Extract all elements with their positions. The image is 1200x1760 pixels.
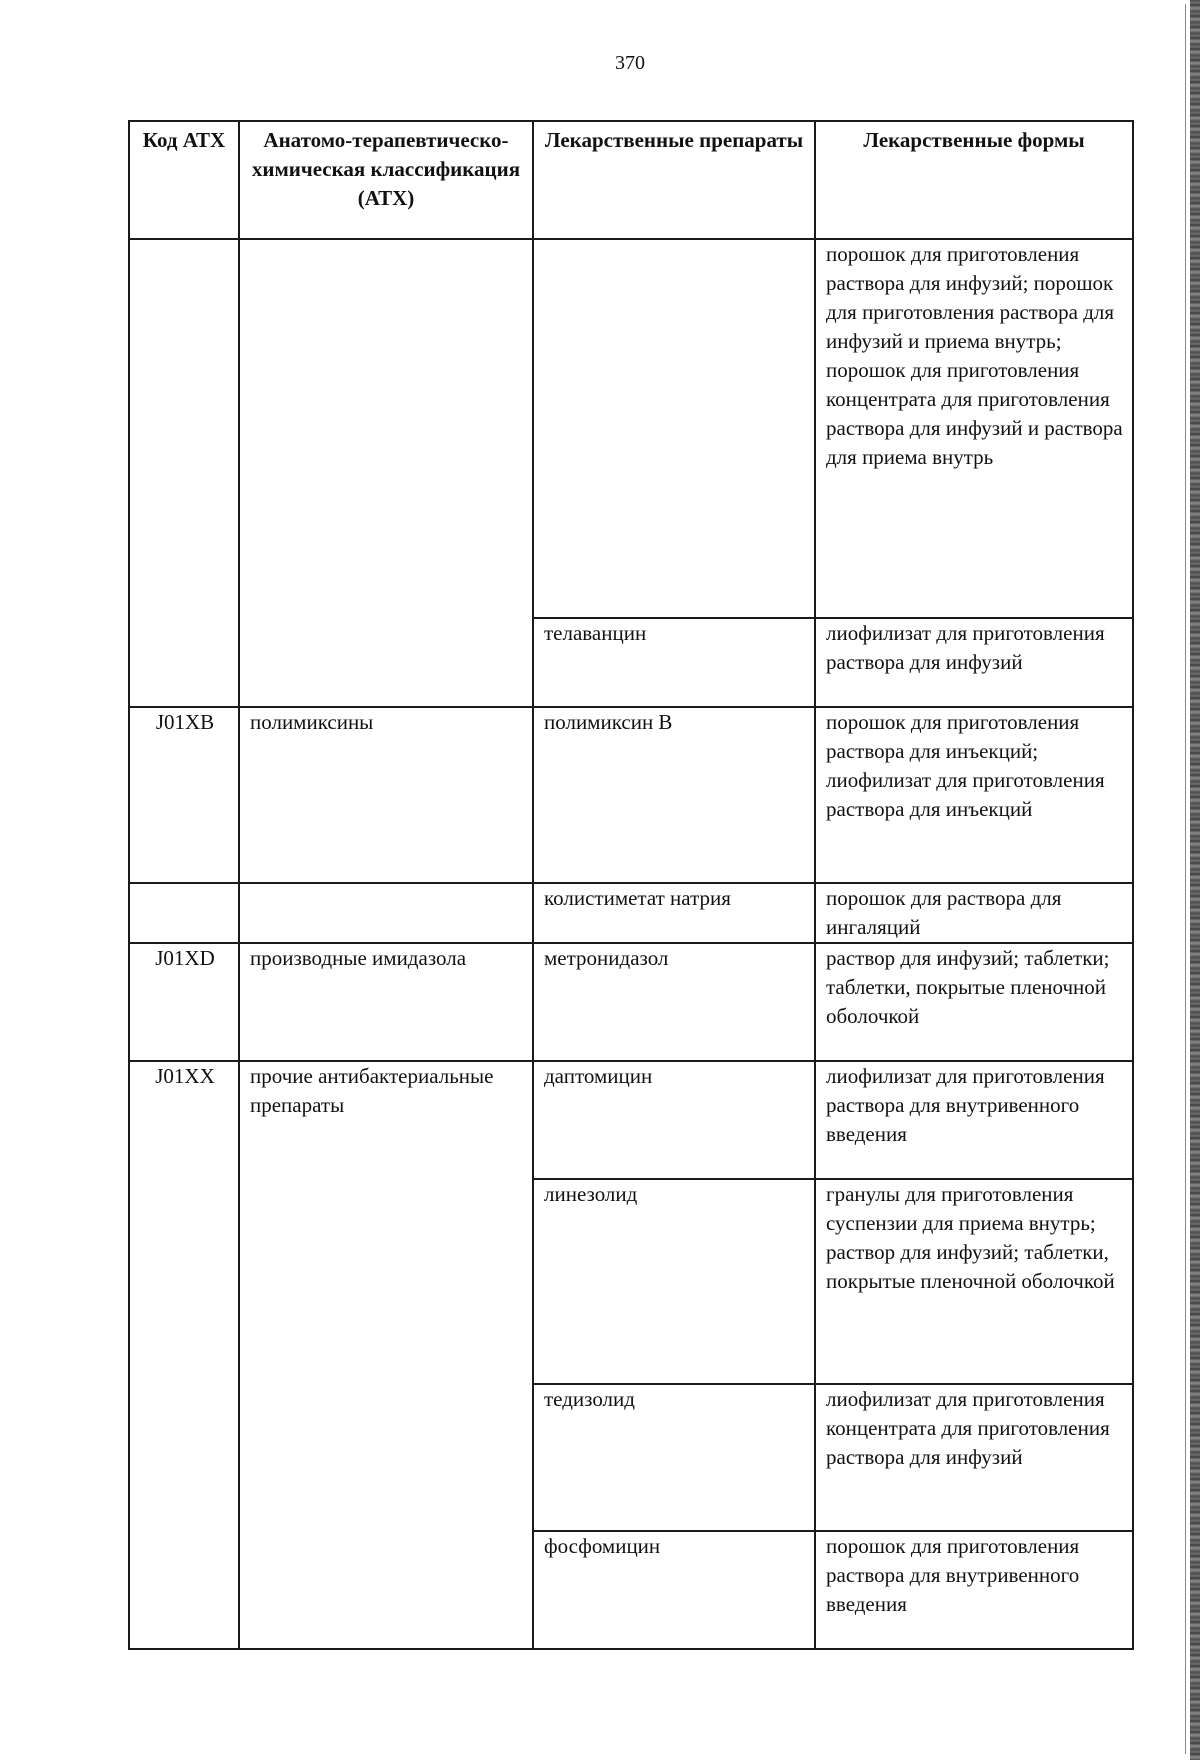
header-forms: Лекарственные формы: [815, 121, 1133, 239]
page-number: 370: [615, 52, 645, 74]
table-row: [129, 239, 1133, 618]
dosage-form-cell: лиофилизат для приготовления концентрата для приготовления раствора для инфузий: [815, 1384, 1133, 1531]
atx-code-cell: [129, 883, 239, 943]
header-code: Код АТХ: [129, 121, 239, 239]
dosage-form-cell: порошок для раствора для ингаляций: [815, 883, 1133, 943]
dosage-form-cell: порошок для приготовления раствора для внутривенного введения: [815, 1531, 1133, 1649]
drug-cell: колистиметат натрия: [533, 883, 815, 943]
classification-cell: [239, 239, 533, 707]
drug-cell: даптомицин: [533, 1061, 815, 1179]
atx-code-cell: J01XX: [129, 1061, 239, 1649]
drug-cell: полимиксин B: [533, 707, 815, 883]
classification-cell: прочие антибактериальные препараты: [239, 1061, 533, 1649]
atx-code-cell: J01XB: [129, 707, 239, 883]
classification-cell: полимиксины: [239, 707, 533, 883]
table-row: [129, 1061, 1133, 1179]
table-row: [129, 883, 1133, 943]
dosage-form-cell: порошок для приготовления раствора для инъекций; лиофилизат для приготовления раствора для инъекций: [815, 707, 1133, 883]
drug-cell: метронидазол: [533, 943, 815, 1061]
classification-cell: производные имидазола: [239, 943, 533, 1061]
dosage-form-cell: порошок для приготовления раствора для инфузий; порошок для приготовления раствора для инфузий и приема внутрь; порошок для приготовления концентрата для приготовления раствора для инфузий и раствора для приема внутрь: [815, 239, 1133, 618]
drug-cell: телаванцин: [533, 618, 815, 707]
atx-code-cell: [129, 239, 239, 707]
atx-table: [128, 120, 1134, 1650]
dosage-form-cell: лиофилизат для приготовления раствора для внутривенного введения: [815, 1061, 1133, 1179]
header-classification: Анатомо-терапевтическо-химическая классификация (АТХ): [239, 121, 533, 239]
drug-cell: фосфомицин: [533, 1531, 815, 1649]
scan-edge-shadow: [1190, 0, 1200, 1760]
header-drugs: Лекарственные препараты: [533, 121, 815, 239]
table-row: [129, 707, 1133, 883]
drug-cell: линезолид: [533, 1179, 815, 1384]
table-row: [129, 943, 1133, 1061]
dosage-form-cell: раствор для инфузий; таблетки; таблетки, покрытые пленочной оболочкой: [815, 943, 1133, 1061]
dosage-form-cell: лиофилизат для приготовления раствора для инфузий: [815, 618, 1133, 707]
classification-cell: [239, 883, 533, 943]
dosage-form-cell: гранулы для приготовления суспензии для приема внутрь; раствор для инфузий; таблетки, покрытые пленочной оболочкой: [815, 1179, 1133, 1384]
table-header-row: [129, 121, 1133, 239]
drug-cell: [533, 239, 815, 618]
atx-code-cell: J01XD: [129, 943, 239, 1061]
drug-cell: тедизолид: [533, 1384, 815, 1531]
scan-edge-line: [1185, 4, 1186, 1754]
